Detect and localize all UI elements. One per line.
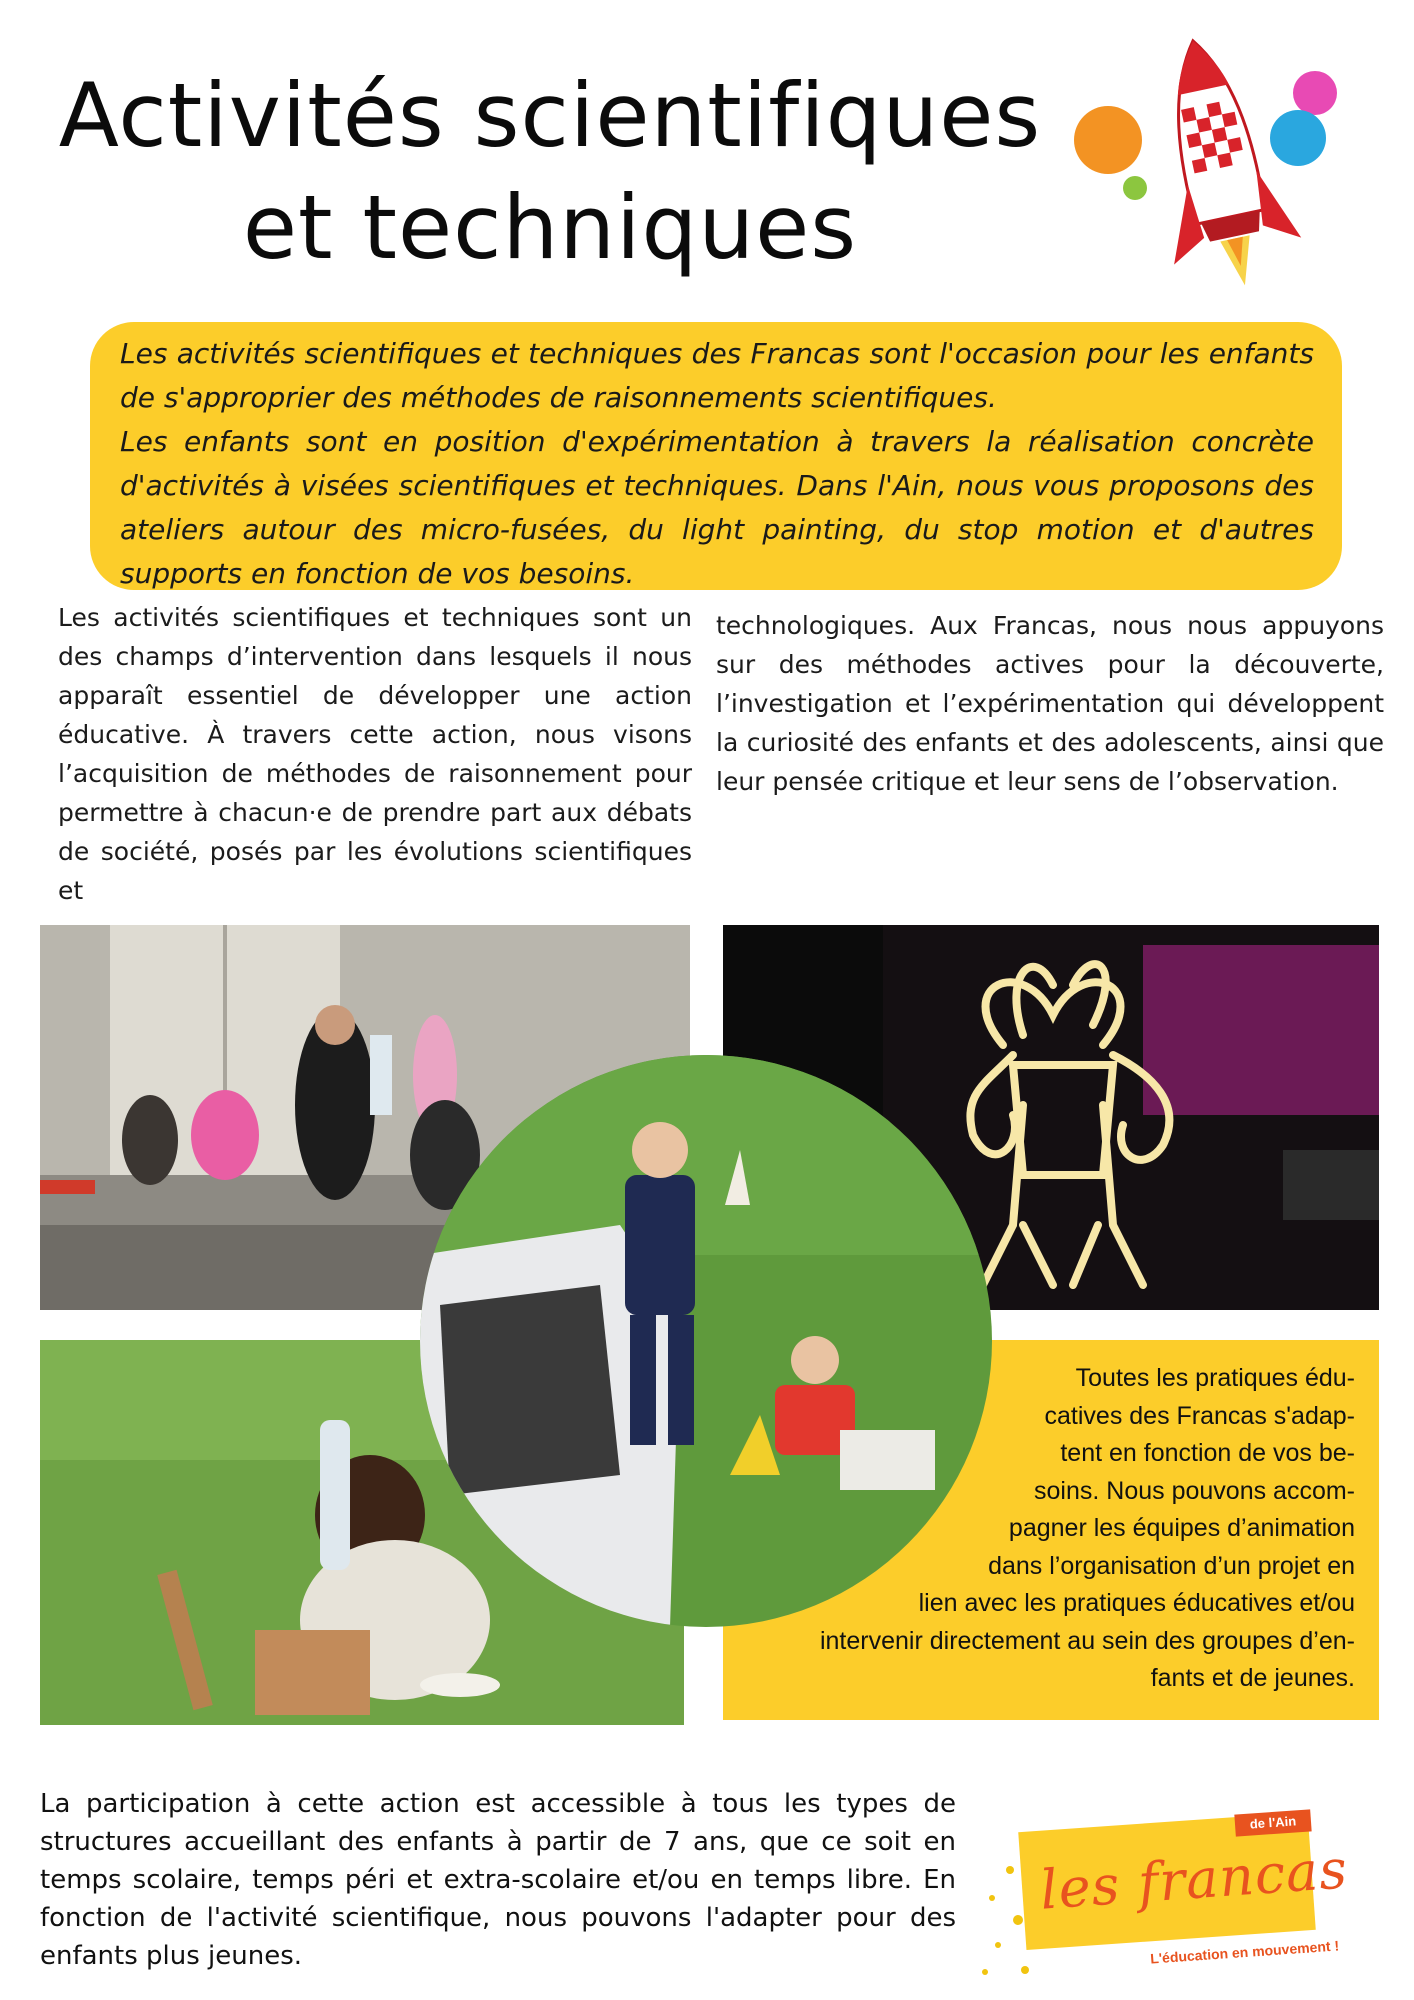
callout-line: fants et de jeunes. [1150, 1664, 1355, 1692]
title-line-2: et techniques [242, 176, 858, 279]
page-title [0, 60, 1100, 284]
callout-line: catives des Francas s'adap- [1044, 1401, 1355, 1430]
blue-dot [1270, 110, 1326, 166]
footer-text: La participation à cette action est accessible à tous les types de structures accueillant des enfants à partir de 7 ans, que ce soit en temps scolaire, temps péri et extra-scolaire et/ou en temps libre. En fonction de l'activité scientifique, nous pouvons l'adapter pour des enfants plus jeunes. [40, 1789, 956, 1971]
pink-dot [1293, 71, 1337, 115]
title-line-1: Activités scientifiques [58, 64, 1042, 167]
intro-box [90, 322, 1342, 590]
callout-line: tent en fonction de vos be- [1060, 1439, 1355, 1467]
callout-line: intervenir directement au sein des groupes d’en- [819, 1626, 1355, 1655]
orange-dot [1074, 106, 1142, 174]
intro-paragraph-2: Les enfants sont en position d'expérimentation à travers la réalisation concrète d'activités à visées scientifiques et techniques. Dans l'Ain, nous vous proposons des ateliers autour des micro-fusées, du light painting, du stop motion et d'autres supports en fonction de vos besoins. [120, 425, 1314, 590]
logo-slogan: L'éducation en mouvement ! [1149, 1937, 1340, 1967]
green-dot [1123, 176, 1147, 200]
body-left-column: Les activités scientifiques et techniques sont un des champs d’intervention dans lesquels il nous apparaît essentiel de développer une action éducative. À travers cette action, nous visons l’acquisition de méthodes de raisonnement pour permettre à chacun·e de prendre part aux débats de société, posés par les évolutions scientifiques et [58, 603, 692, 905]
logo-tag: de l'Ain [1234, 1809, 1311, 1836]
body-right-column: technologiques. Aux Francas, nous nous appuyons sur des méthodes actives pour la découverte, l’investigation et l’expérimentation qui développent la curiosité des enfants et des adolescents, ainsi que leur pensée critique et leur sens de l’observation. [716, 611, 1384, 796]
rocket-icon [1129, 27, 1308, 299]
callout-line: soins. Nous pouvons accom- [1034, 1476, 1355, 1505]
callout-line: lien avec les pratiques éducatives et/ou [918, 1589, 1355, 1617]
callout-line: dans l’organisation d’un projet en [988, 1551, 1355, 1580]
callout-line: pagner les équipes d’animation [1008, 1514, 1355, 1542]
callout-line: Toutes les pratiques édu- [1075, 1364, 1355, 1392]
callout-text [735, 1360, 1355, 1698]
rocket-illustration [1060, 18, 1360, 318]
intro-paragraph-1: Les activités scientifiques et techniques des Francas sont l'occasion pour les enfants de s'approprier des méthodes de raisonnements scientifiques. [120, 337, 1314, 414]
francas-logo [970, 1810, 1390, 1990]
logo-wordmark: les francas [1038, 1837, 1350, 1922]
